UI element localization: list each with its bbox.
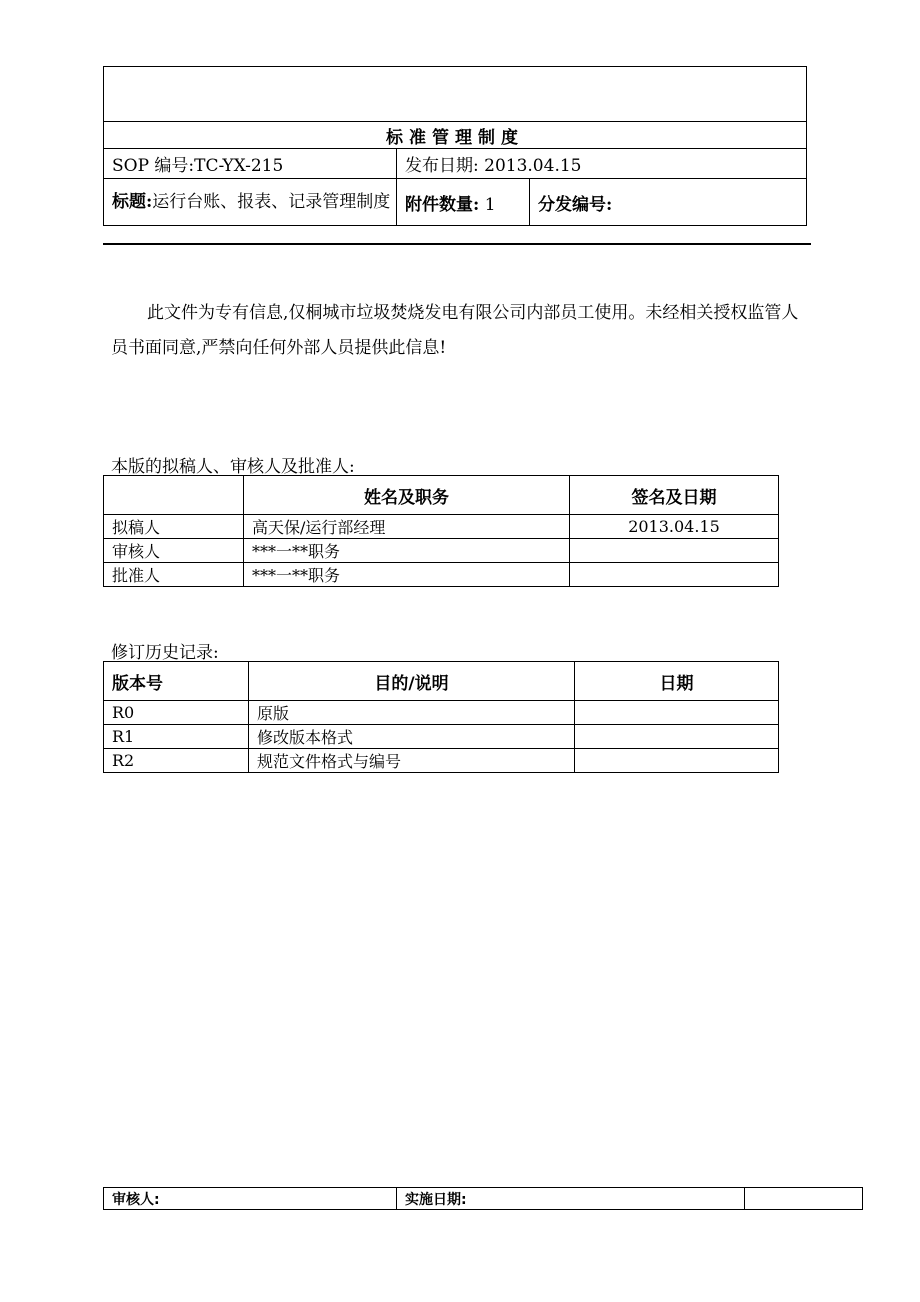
approval-header-name: 姓名及职务 [244, 476, 570, 515]
confidentiality-notice: 此文件为专有信息,仅桐城市垃圾焚烧发电有限公司内部员工使用。未经相关授权监管人员书面同意,严禁向任何外部人员提供此信息! [111, 303, 799, 358]
footer-blank-cell [745, 1188, 863, 1210]
revision-date [575, 725, 779, 749]
revision-header-description: 目的/说明 [249, 662, 575, 701]
sop-number: SOP 编号:TC-YX-215 [104, 149, 397, 179]
revision-description: 规范文件格式与编号 [249, 749, 575, 773]
attachment-label: 附件数量: [405, 194, 480, 215]
approval-role: 审核人 [104, 539, 244, 563]
footer-table [103, 1187, 863, 1210]
revision-version: R2 [104, 749, 249, 773]
subject-cell [104, 179, 397, 226]
table-row [104, 515, 779, 539]
approval-date: 2013.04.15 [570, 515, 779, 539]
approval-table [103, 475, 779, 587]
table-row [104, 701, 779, 725]
release-date-label: 发布日期: [405, 156, 479, 176]
revision-description: 原版 [249, 701, 575, 725]
footer-implementation-date: 实施日期: [397, 1188, 745, 1210]
revision-header-version: 版本号 [104, 662, 249, 701]
table-row [104, 749, 779, 773]
header-table [103, 66, 807, 226]
approval-name: ***一**职务 [244, 563, 570, 587]
distribution-number: 分发编号: [530, 179, 807, 226]
approval-header-role [104, 476, 244, 515]
subject-label: 标题: [112, 192, 153, 212]
revision-version: R0 [104, 701, 249, 725]
approval-header-signature: 签名及日期 [570, 476, 779, 515]
revision-version: R1 [104, 725, 249, 749]
revision-date [575, 701, 779, 725]
revision-description: 修改版本格式 [249, 725, 575, 749]
header-divider [103, 243, 811, 245]
approval-date [570, 539, 779, 563]
footer-reviewer: 审核人: [104, 1188, 397, 1210]
table-row [104, 563, 779, 587]
table-row [104, 539, 779, 563]
approval-role: 拟稿人 [104, 515, 244, 539]
approval-name: 高天保/运行部经理 [244, 515, 570, 539]
revision-header-date: 日期 [575, 662, 779, 701]
document-title: 标准管理制度 [104, 122, 807, 149]
revision-caption: 修订历史记录: [111, 643, 219, 663]
revision-date [575, 749, 779, 773]
subject-value: 运行台账、报表、记录管理制度 [152, 192, 391, 212]
attachment-count: 1 [484, 194, 496, 215]
revision-table [103, 661, 779, 773]
attachment-cell [397, 179, 530, 226]
approval-caption: 本版的拟稿人、审核人及批准人: [111, 457, 355, 477]
approval-name: ***一**职务 [244, 539, 570, 563]
header-blank-cell [104, 67, 807, 122]
release-date-value: 2013.04.15 [484, 156, 582, 176]
release-date-cell [397, 149, 807, 179]
approval-date [570, 563, 779, 587]
approval-role: 批准人 [104, 563, 244, 587]
table-row [104, 725, 779, 749]
